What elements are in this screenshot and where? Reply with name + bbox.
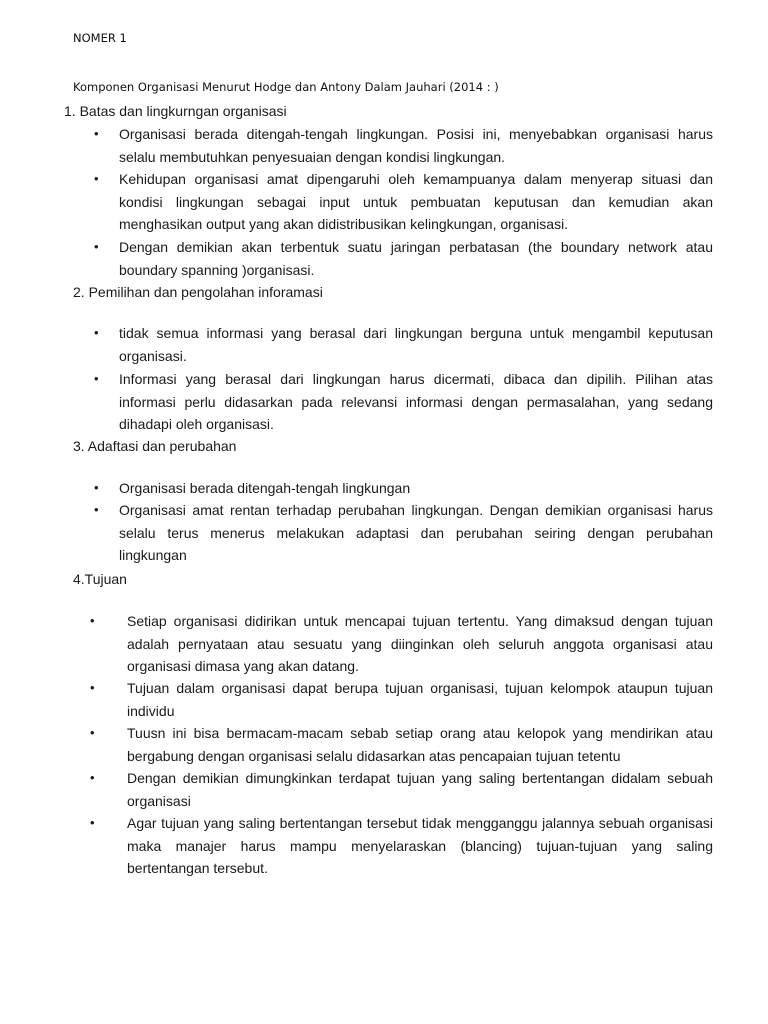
bullet-marker: • xyxy=(94,502,99,517)
bullet-text: Organisasi berada ditengah-tengah lingkungan xyxy=(119,480,411,496)
section-heading-3: 3. Adaftasi dan perubahan xyxy=(73,438,237,454)
bullet-marker: • xyxy=(90,680,95,695)
list-item xyxy=(94,236,713,281)
list-item xyxy=(90,767,713,812)
document-title: Komponen Organisasi Menurut Hodge dan Antony Dalam Jauhari (2014 : ) xyxy=(73,80,499,94)
bullet-text: Dengan demikian dimungkinkan terdapat tujuan yang saling bertentangan didalam sebuah organisasi xyxy=(127,770,713,809)
bullet-marker: • xyxy=(90,725,95,740)
bullet-text: Tuusn ini bisa bermacam-macam sebab setiap orang atau kelopok yang mendirikan atau bergabung dengan organisasi selalu didasarkan atas pencapaian tujuan tetentu xyxy=(127,725,713,764)
bullet-marker: • xyxy=(90,613,95,628)
section-heading-1: 1. Batas dan lingkurngan organisasi xyxy=(64,103,287,119)
bullet-marker: • xyxy=(94,371,99,386)
bullet-marker: • xyxy=(90,815,95,830)
list-item xyxy=(90,677,713,722)
section-heading-2: 2. Pemilihan dan pengolahan inforamasi xyxy=(73,284,323,300)
bullet-text: Tujuan dalam organisasi dapat berupa tujuan organisasi, tujuan kelompok ataupun tujuan individu xyxy=(127,680,713,719)
section-heading-4: 4.Tujuan xyxy=(73,571,127,587)
bullet-marker: • xyxy=(94,239,99,254)
bullet-text: Kehidupan organisasi amat dipengaruhi oleh kemampuanya dalam menyerap situasi dan kondisi lingkungan sebagai input untuk pembuatan keputusan dan kemudian akan menghasikan output yang akan didistribusikan kelingkungan, organisasi. xyxy=(119,171,713,232)
bullet-marker: • xyxy=(94,171,99,186)
list-item xyxy=(90,610,713,678)
bullet-text: Agar tujuan yang saling bertentangan tersebut tidak mengganggu jalannya sebuah organisasi maka manajer harus mampu menyelaraskan (blancing) tujuan-tujuan yang saling bertentangan tersebut. xyxy=(127,815,713,876)
bullet-marker: • xyxy=(94,480,99,495)
bullet-text: Organisasi berada ditengah-tengah lingkungan. Posisi ini, menyebabkan organisasi harus selalu membutuhkan penyesuaian dengan kondisi lingkungan. xyxy=(119,126,713,165)
bullet-marker: • xyxy=(90,770,95,785)
header-label: NOMER 1 xyxy=(73,31,127,45)
list-item xyxy=(94,123,713,168)
list-item xyxy=(94,368,713,436)
list-item xyxy=(90,722,713,767)
bullet-text: tidak semua informasi yang berasal dari lingkungan berguna untuk mengambil keputusan organisasi. xyxy=(119,325,713,364)
list-item xyxy=(94,477,713,500)
bullet-marker: • xyxy=(94,325,99,340)
bullet-text: Organisasi amat rentan terhadap perubahan lingkungan. Dengan demikian organisasi harus selalu terus menerus melakukan adaptasi dan perubahan seiring dengan perubahan lingkungan xyxy=(119,502,713,563)
bullet-marker: • xyxy=(94,126,99,141)
bullet-text: Informasi yang berasal dari lingkungan harus dicermati, dibaca dan dipilih. Pilihan atas informasi perlu didasarkan pada relevansi informasi dengan permasalahan, yang sedang dihadapi oleh organisasi. xyxy=(119,371,713,432)
list-item xyxy=(90,812,713,880)
list-item xyxy=(94,168,713,236)
bullet-text: Setiap organisasi didirikan untuk mencapai tujuan tertentu. Yang dimaksud dengan tujuan adalah pernyataan atau sesuatu yang diinginkan oleh seluruh anggota organisasi atau organisasi dimasa yang akan datang. xyxy=(127,613,713,674)
bullet-text: Dengan demikian akan terbentuk suatu jaringan perbatasan (the boundary network atau boundary spanning )organisasi. xyxy=(119,239,713,278)
list-item xyxy=(94,499,713,567)
list-item xyxy=(94,322,713,367)
